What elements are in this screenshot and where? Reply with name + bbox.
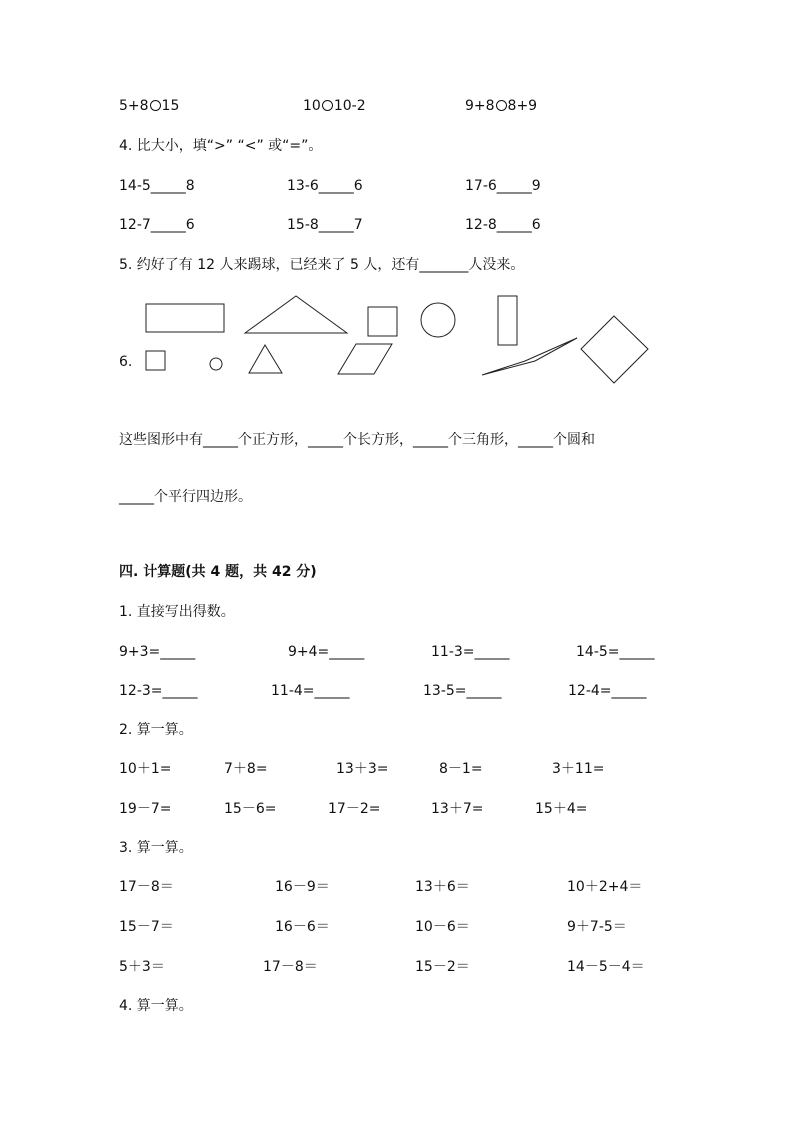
q4-item[interactable]: 12-7_____6 — [119, 217, 195, 233]
question-4-title: 4. 比大小，填“>” “<” 或“=”。 — [119, 138, 323, 154]
section-title: 四. 计算题(共 4 题，共 42 分) — [119, 564, 317, 580]
square-shape — [146, 351, 165, 370]
rectangle-shape — [498, 296, 517, 345]
calc-item[interactable]: 19－7= — [119, 801, 172, 817]
calc-item[interactable]: 13＋7= — [431, 801, 484, 817]
rectangle-shape — [146, 304, 224, 332]
calc-item[interactable]: 15－2＝ — [415, 959, 470, 975]
compare-right: 10-2 — [333, 98, 366, 114]
square-shape — [368, 307, 397, 336]
calc-item[interactable]: 17－8＝ — [119, 879, 174, 895]
calc-item[interactable]: 14-5=_____ — [576, 644, 655, 660]
calc-item[interactable]: 9+3=_____ — [119, 644, 196, 660]
compare-right: 8+9 — [507, 98, 538, 114]
calc-item[interactable]: 8－1= — [439, 761, 483, 777]
calc-item[interactable]: 15－7＝ — [119, 919, 174, 935]
circle-shape — [421, 303, 455, 337]
compare-left: 10 — [303, 98, 321, 114]
calc-item[interactable]: 12-4=_____ — [568, 683, 647, 699]
question-6-label: 6. — [119, 354, 133, 370]
square-shape — [581, 316, 648, 383]
calc-item[interactable]: 13＋6＝ — [415, 879, 470, 895]
triangle-shape — [245, 296, 347, 333]
calc-item[interactable]: 17－8＝ — [263, 959, 318, 975]
shapes-figure — [0, 0, 794, 400]
calc-item[interactable]: 7＋8= — [224, 761, 268, 777]
calc-item[interactable]: 10＋1= — [119, 761, 172, 777]
calc-item[interactable]: 11-4=_____ — [271, 683, 350, 699]
circle-shape — [210, 358, 222, 370]
problem-1-title: 1. 直接写出得数。 — [119, 604, 235, 620]
calc-item[interactable]: 5＋3＝ — [119, 959, 165, 975]
q4-item[interactable]: 17-6_____9 — [465, 178, 541, 194]
problem-2-title: 2. 算一算。 — [119, 722, 193, 738]
q4-item[interactable]: 12-8_____6 — [465, 217, 541, 233]
calc-item[interactable]: 9+4=_____ — [288, 644, 365, 660]
calc-item[interactable]: 10＋2+4＝ — [567, 879, 643, 895]
parallelogram-shape — [338, 344, 392, 374]
question-6-line: 这些图形中有_____个正方形，_____个长方形，_____个三角形，_____个圆和 — [119, 432, 595, 448]
question-5: 5. 约好了有 12 人来踢球，已经来了 5 人，还有_______人没来。 — [119, 257, 525, 273]
compare-left: 5+8 — [119, 98, 149, 114]
calc-item[interactable]: 10－6＝ — [415, 919, 470, 935]
calc-item[interactable]: 13＋3= — [336, 761, 389, 777]
calc-item[interactable]: 16－9＝ — [275, 879, 330, 895]
calc-item[interactable]: 12-3=_____ — [119, 683, 198, 699]
q4-item[interactable]: 15-8_____7 — [287, 217, 363, 233]
problem-3-title: 3. 算一算。 — [119, 840, 193, 856]
compare-right: 15 — [161, 98, 180, 114]
calc-item[interactable]: 11-3=_____ — [431, 644, 510, 660]
parallelogram-shape — [482, 338, 577, 375]
q4-item[interactable]: 14-5_____8 — [119, 178, 195, 194]
triangle-shape — [249, 345, 282, 373]
q4-item[interactable]: 13-6_____6 — [287, 178, 363, 194]
calc-item[interactable]: 16－6＝ — [275, 919, 330, 935]
calc-item[interactable]: 17－2= — [328, 801, 381, 817]
calc-item[interactable]: 9＋7-5＝ — [567, 919, 627, 935]
calc-item[interactable]: 3＋11= — [552, 761, 605, 777]
question-6-line: _____个平行四边形。 — [119, 489, 252, 505]
calc-item[interactable]: 14－5－4＝ — [567, 959, 645, 975]
calc-item[interactable]: 15－6= — [224, 801, 277, 817]
compare-left: 9+8 — [465, 98, 495, 114]
problem-4-title: 4. 算一算。 — [119, 998, 193, 1014]
calc-item[interactable]: 13-5=_____ — [423, 683, 502, 699]
calc-item[interactable]: 15＋4= — [535, 801, 588, 817]
